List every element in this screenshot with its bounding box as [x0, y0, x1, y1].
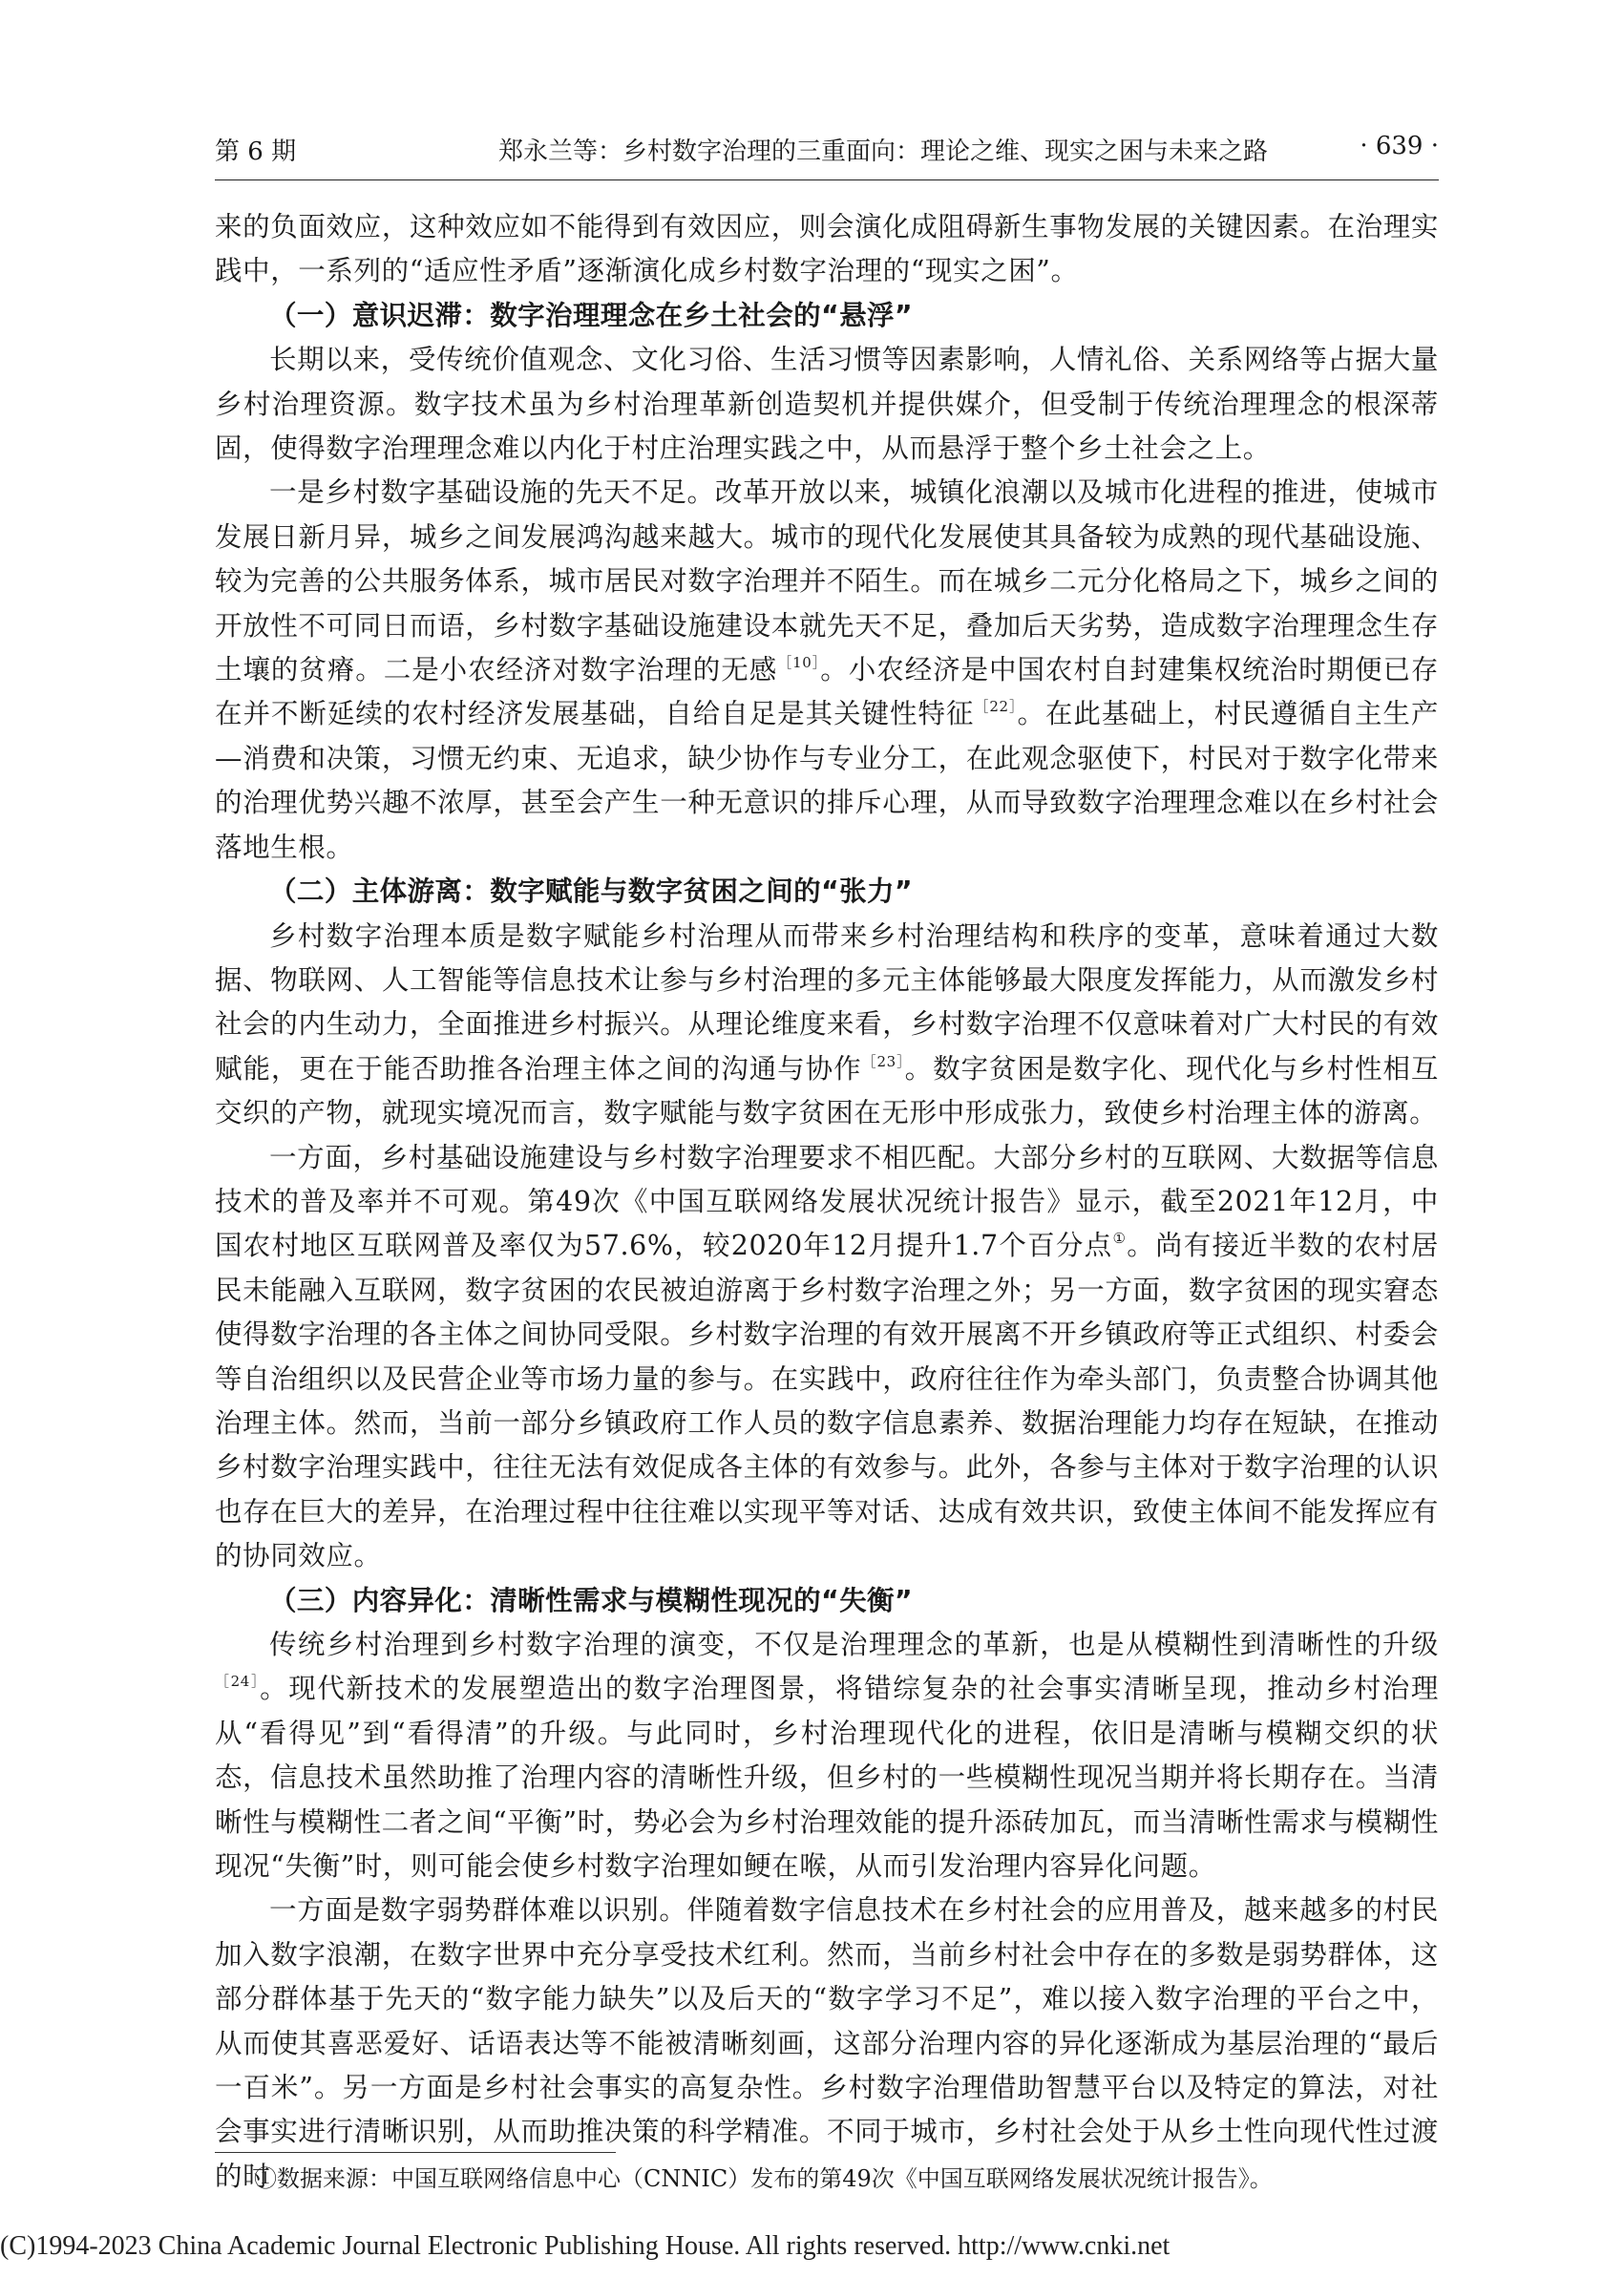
paragraph: [215, 1136, 1439, 1579]
paragraph: [215, 1623, 1439, 1888]
article-body: [215, 205, 1439, 2199]
paragraph-text: 传统乡村治理到乡村数字治理的演变，不仅是治理理念的革新，也是从模糊性到清晰性的升级: [269, 1629, 1439, 1660]
running-title: 郑永兰等：乡村数字治理的三重面向：理论之维、现实之困与未来之路: [498, 137, 1269, 166]
paragraph-text: 一方面，乡村基础设施建设与乡村数字治理要求不相匹配。大部分乡村的互联网、大数据等信息技术的普及率并不可观。第49次《中国互联网络发展状况统计报告》显示，截至2021年12月，中国农村地区互联网普及率仅为57.6%，较2020年12月提升1.7个百分点: [215, 1141, 1439, 1262]
paragraph: 来的负面效应，这种效应如不能得到有效因应，则会演化成阻碍新生事物发展的关键因素。在治理实践中，一系列的“适应性矛盾”逐渐演化成乡村数字治理的“现实之困”。: [215, 211, 1439, 287]
footnote-marker: ①: [1112, 1230, 1128, 1248]
paragraph: 长期以来，受传统价值观念、文化习俗、生活习惯等因素影响，人情礼俗、关系网络等占据大量乡村治理资源。数字技术虽为乡村治理革新创造契机并提供媒介，但受制于传统治理理念的根深蒂固，使得数字治理理念难以内化于村庄治理实践之中，从而悬浮于整个乡土社会之上。: [215, 344, 1439, 465]
footnote-rule: [215, 2152, 616, 2153]
paragraph: [215, 915, 1439, 1136]
paragraph-text: 一是乡村数字基础设施的先天不足。改革开放以来，城镇化浪潮以及城市化进程的推进，使城市发展日新月异，城乡之间发展鸿沟越来越大。城市的现代化发展使其具备较为成熟的现代基础设施、较为完善的公共服务体系，城市居民对数字治理并不陌生。而在城乡二元分化格局之下，城乡之间的开放性不可同日而语，乡村数字基础设施建设本就先天不足，叠加后天劣势，造成数字治理理念生存土壤的贫瘠。二是小农经济对数字治理的无感: [215, 476, 1439, 686]
issue-number: 第 6 期: [215, 137, 297, 166]
footnote: ①数据来源：中国互联网络信息中心（CNNIC）发布的第49次《中国互联网络发展状况统计报告》。: [254, 2165, 1273, 2192]
paragraph-text: 。现代新技术的发展塑造出的数字治理图景，将错综复杂的社会事实清晰呈现，推动乡村治理从“看得见”到“看得清”的升级。与此同时，乡村治理现代化的进程，依旧是清晰与模糊交织的状态，信息技术虽然助推了治理内容的清晰性升级，但乡村的一些模糊性现况当期并将长期存在。当清晰性与模糊性二者之间“平衡”时，势必会为乡村治理效能的提升添砖加瓦，而当清晰性需求与模糊性现况“失衡”时，则可能会使乡村数字治理如鲠在喉，从而引发治理内容异化问题。: [215, 1673, 1439, 1883]
paragraph-text: 乡村数字治理本质是数字赋能乡村治理从而带来乡村治理结构和秩序的变革，意味着通过大数据、物联网、人工智能等信息技术让参与乡村治理的多元主体能够最大限度发挥能力，从而激发乡村社会的内生动力，全面推进乡村振兴。从理论维度来看，乡村数字治理不仅意味着对广大村民的有效赋能，更在于能否助推各治理主体之间的沟通与协作: [215, 919, 1439, 1085]
paragraph: 一方面是数字弱势群体难以识别。伴随着数字信息技术在乡村社会的应用普及，越来越多的村民加入数字浪潮，在数字世界中充分享受技术红利。然而，当前乡村社会中存在的多数是弱势群体，这部分群体基于先天的“数字能力缺失”以及后天的“数字学习不足”，难以接入数字治理的平台之中，从而使其喜恶爱好、话语表达等不能被清晰刻画，这部分治理内容的异化逐渐成为基层治理的“最后一百米”。另一方面是乡村社会事实的高复杂性。乡村数字治理借助智慧平台以及特定的算法，对社会事实进行清晰识别，从而助推决策的科学精准。不同于城市，乡村社会处于从乡土性向现代性过渡的时: [215, 1894, 1439, 2192]
citation-ref: ［23］: [861, 1052, 905, 1070]
page-number: · 639 ·: [1360, 132, 1439, 160]
paragraph-text: 。小农经济是中国农村自封建集权统治时期便已存在并不断延续的农村经济发展基础，自给自足是其关键性特征: [215, 654, 1439, 730]
section-heading: （一）意识迟滞：数字治理理念在乡土社会的“悬浮”: [269, 299, 914, 331]
citation-ref: ［10］: [777, 654, 821, 672]
paragraph: [215, 471, 1439, 870]
citation-ref: ［22］: [974, 698, 1018, 716]
section-heading: （三）内容异化：清晰性需求与模糊性现况的“失衡”: [269, 1584, 914, 1616]
citation-ref: ［24］: [215, 1673, 261, 1691]
running-header: [215, 132, 1439, 170]
paragraph-text: 。在此基础上，村民遵循自主生产—消费和决策，习惯无约束、无追求，缺少协作与专业分工，在此观念驱使下，村民对于数字化带来的治理优势兴趣不浓厚，甚至会产生一种无意识的排斥心理，从而导致数字治理理念难以在乡村社会落地生根。: [215, 698, 1439, 863]
section-heading: （二）主体游离：数字赋能与数字贫困之间的“张力”: [269, 875, 914, 908]
copyright-notice: (C)1994-2023 China Academic Journal Electronic Publishing House. All rights reserved. http://www.cnki.net: [0, 2231, 1171, 2261]
paragraph-text: 。尚有接近半数的农村居民未能融入互联网，数字贫困的农民被迫游离于乡村数字治理之外；另一方面，数字贫困的现实窘态使得数字治理的各主体之间协同受限。乡村数字治理的有效开展离不开乡镇政府等正式组织、村委会等自治组织以及民营企业等市场力量的参与。在实践中，政府往往作为牵头部门，负责整合协调其他治理主体。然而，当前一部分乡镇政府工作人员的数字信息素养、数据治理能力均存在短缺，在推动乡村数字治理实践中，往往无法有效促成各主体的有效参与。此外，各参与主体对于数字治理的认识也存在巨大的差异，在治理过程中往往难以实现平等对话、达成有效共识，致使主体间不能发挥应有的协同效应。: [215, 1230, 1439, 1572]
paragraph-text: 。数字贫困是数字化、现代化与乡村性相互交织的产物，就现实境况而言，数字赋能与数字贫困在无形中形成张力，致使乡村治理主体的游离。: [215, 1052, 1439, 1129]
header-rule: [215, 179, 1439, 180]
